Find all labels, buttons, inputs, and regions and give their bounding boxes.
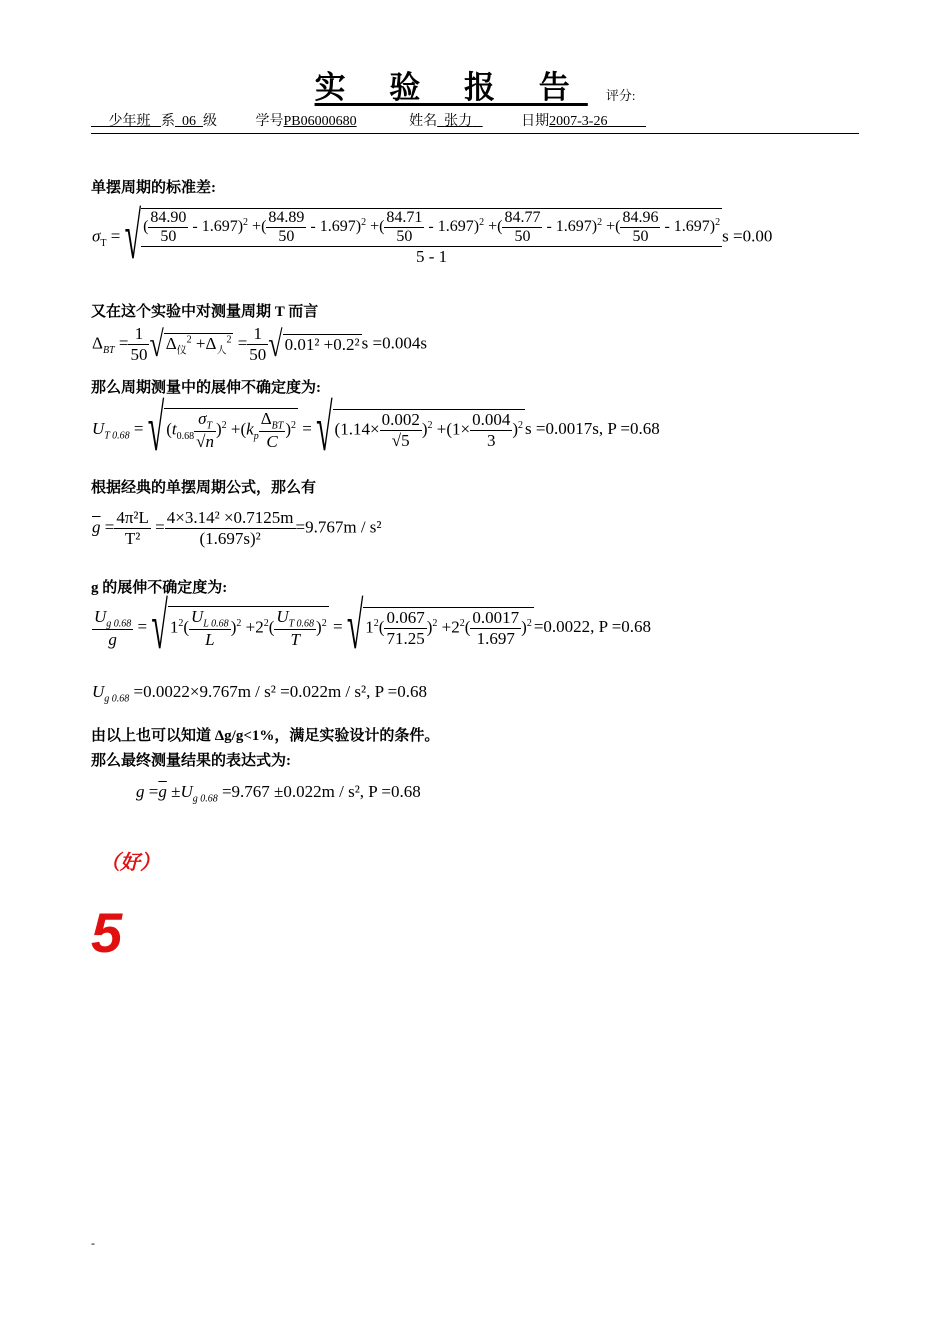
equation-Ug-absolute: $U_{g 0.68} =0.0022\times 9.767m / s^2 =0.022m / s^2$, P =0.68 bbox=[92, 682, 428, 705]
equation-UT: $U_{T 0.68}$ = √ ($t_{0.68}$ $\frac{\sigma_T}{√n}$ )$^2 +(k_p$ $\frac{\Delta_{BT}}{C}$ )$^2$ = √ (1.14× $\frac{0.002}{√5}$ )$^2$ +(1× $\frac{0.004}{3}$ )$^2$ s =0.0017s, P =0.68 bbox=[92, 392, 660, 466]
header-divider bbox=[91, 133, 859, 134]
grade-mark: 5 bbox=[91, 901, 123, 964]
equation-sigma: $\sigma_T$ = √ ( $\frac{84.90}{50}$ - 1.697)$^2$ +( $\frac{84.89}{50}$ - 1.697)$^2$ +( $\frac{84.71}{50}$ - 1.697)$^2$ +( $\frac{84.77}{50}$ - 1.697)$^2$ +( $\frac{84.96}{50}$ - 1.697)$^2$ 5 - 1 s =0.00 bbox=[92, 200, 773, 273]
final-heading: 那么最终测量结果的表达式为: bbox=[91, 753, 291, 769]
footer-dash: - bbox=[91, 1236, 95, 1250]
report-title bbox=[0, 62, 950, 107]
section-heading-uncertainty-T: 那么周期测量中的展伸不确定度为: bbox=[91, 380, 321, 396]
equation-delta: $\Delta_{BT}$ = $\frac{1}{50}$ √ $\Delta_仪^2 +\Delta_人^2$ = $\frac{1}{50}$ √ 0.01² +0.2² s =0.004s bbox=[92, 323, 427, 365]
section-heading-std: 单摆周期的标准差: bbox=[91, 180, 216, 196]
date-label: 日期 bbox=[521, 114, 550, 129]
equation-final: $g =\overline{g} \pm U_{g 0.68} =9.767 \pm 0.022m / s^2$, P =0.68 bbox=[136, 782, 421, 805]
dept-label: 系 bbox=[161, 114, 175, 129]
class-value: 少年班 bbox=[108, 114, 151, 129]
conclusion-text: 由以上也可以知道 Δg/g<1%，满足实验设计的条件。 bbox=[91, 728, 440, 744]
date-value: 2007-3-26 bbox=[549, 114, 608, 129]
grade-value: 06 bbox=[182, 114, 196, 129]
equation-g: $\overline{g}$ = $\frac{\text{4π²L}}{\text{T²}}$ = $\frac{\text{4×3.14² ×0.7125m}}{\text{(1.697s)²}}$ =9.767m / s² bbox=[92, 508, 382, 548]
equation-Ug-relative: $\frac{U_{g 0.68}}{g}$ = √ $1^2$( $\frac{U_{L 0.68}}{L}$ )$^2 +2^2$( $\frac{U_{T 0.68}}{T}$ )$^2$ = √ $1^2$( $\frac{0.067}{71.25}$ )$^2 +2^2$( $\frac{0.0017}{1.697}$ )$^2$ =0.0022, P =0.68 bbox=[94, 590, 652, 664]
section-heading-delta: 又在这个实验中对测量周期 T 而言 bbox=[91, 304, 319, 320]
section-heading-g-uncertainty: g 的展伸不确定度为: bbox=[91, 580, 228, 596]
name-value: 张力 bbox=[444, 114, 473, 129]
grade-label: 级 bbox=[203, 114, 217, 129]
grader-comment: （好） bbox=[100, 852, 160, 874]
score-label: 评分: bbox=[605, 87, 636, 103]
title-text: 实 验 报 告 bbox=[314, 70, 588, 105]
student-id-label: 学号 bbox=[255, 114, 284, 129]
section-heading-g: 根据经典的单摆周期公式，那么有 bbox=[91, 480, 317, 496]
name-label: 姓名 bbox=[409, 114, 438, 129]
info-line bbox=[91, 110, 859, 130]
student-id-value: PB06000680 bbox=[283, 114, 357, 129]
